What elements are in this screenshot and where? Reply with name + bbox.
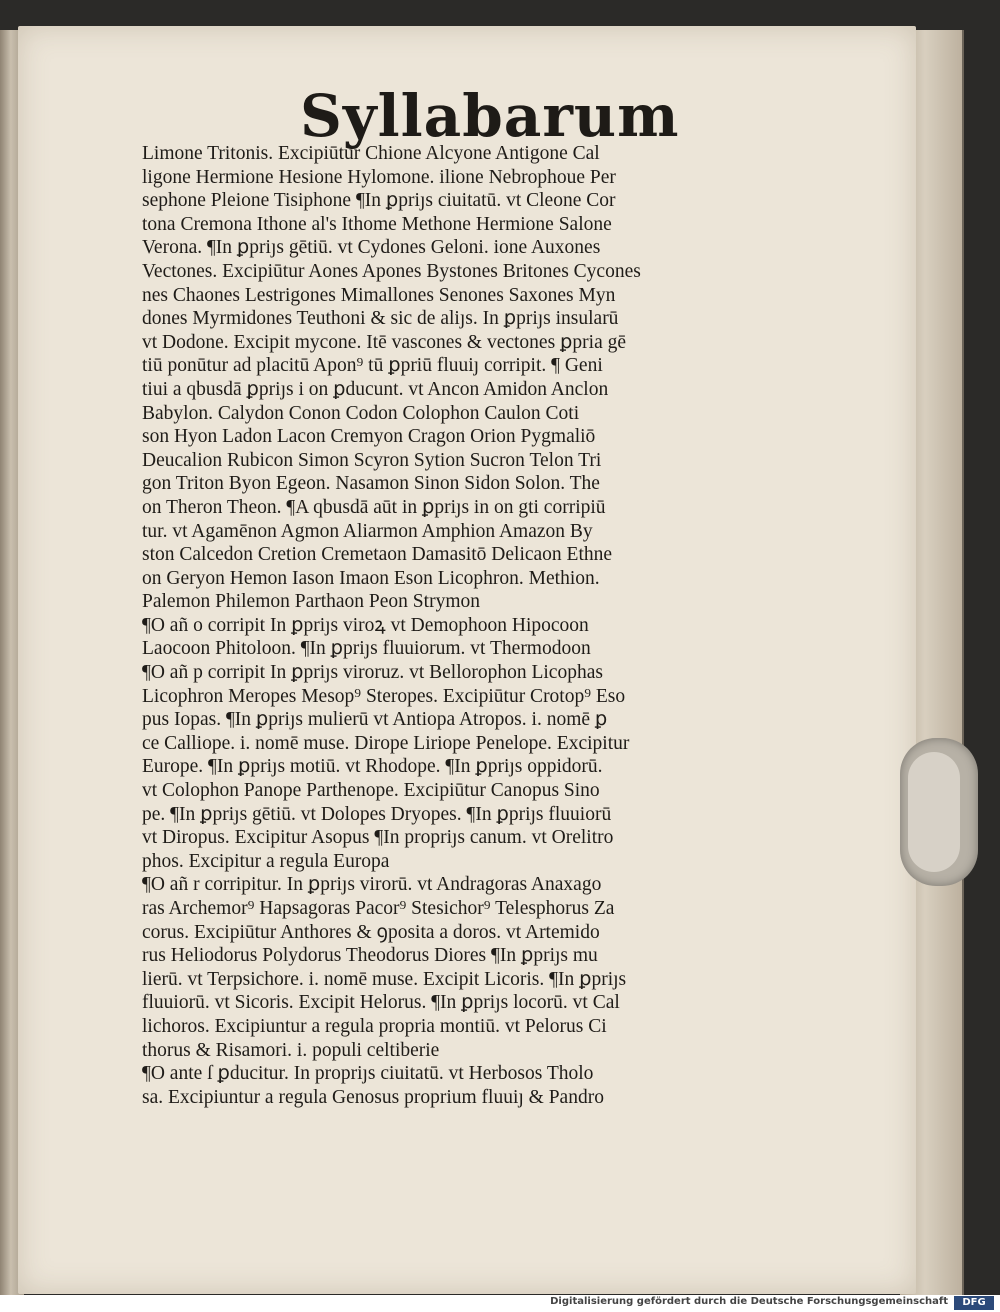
text-line: pus Iopas. ¶In ꝑpriȷs mulierū vt Antiopa Atropos. i. nomē ꝑ (142, 709, 608, 731)
text-line: lierū. vt Terpsichore. i. nomē muse. Excipit Licoris. ¶In ꝑpriȷs (142, 968, 627, 990)
text-line: tiū ponūtur ad placitū Apon⁹ tū ꝑpriū fluuiȷ corripit. ¶ Geni (142, 355, 603, 377)
text-line: phos. Excipitur a regula Europa (142, 850, 390, 872)
text-line: Limone Tritonis. Excipiūtur Chione Alcyone Antigone Cal (142, 143, 600, 164)
text-line: sephone Pleione Tisiphone ¶In ꝑpriȷs ciuitatū. vt Cleone Cor (142, 190, 616, 212)
text-line: vt Colophon Panope Parthenope. Excipiūtur Canopus Sino (142, 780, 600, 802)
text-line: vt Diropus. Excipitur Asopus ¶In propriȷs canum. vt Orelitro (142, 827, 614, 849)
text-line: vt Dodone. Excipit mycone. Itē vascones & vectones ꝑpria gē (142, 331, 627, 353)
text-line: pe. ¶In ꝑpriȷs gētiū. vt Dolopes Dryopes. ¶In ꝑpriȷs fluuiorū (142, 803, 612, 825)
text-line: tiui a qbusdā ꝑpriȷs i on ꝑducunt. vt Ancon Amidon Anclon (142, 378, 609, 400)
text-line: Vectones. Excipiūtur Aones Apones Bystones Britones Cycones (142, 260, 641, 282)
text-line: on Geryon Hemon Iason Imaon Eson Licophron. Methion. (142, 567, 600, 589)
text-line: thorus & Risamori. i. populi celtiberie (142, 1039, 440, 1061)
text-line: ras Archemor⁹ Hapsagoras Pacor⁹ Stesichor⁹ Telesphorus Za (142, 898, 615, 919)
text-line: dones Myrmidones Teuthoni & sic de aliȷs. In ꝑpriȷs insularū (142, 308, 619, 330)
text-block (142, 142, 742, 1109)
text-line: ligone Hermione Hesione Hylomone. ilione Nebrophoue Per (142, 166, 616, 188)
text-line: ce Calliope. i. nomē muse. Dirope Liriope Penelope. Excipitur (142, 732, 630, 754)
text-line: Palemon Philemon Parthaon Peon Strymon (142, 591, 480, 613)
text-line: ¶O añ o corripit In ꝑpriȷs viroꝝ vt Demophoon Hipocoon (142, 614, 589, 636)
text-line: Europe. ¶In ꝑpriȷs motiū. vt Rhodope. ¶In ꝑpriȷs oppidorū. (142, 756, 603, 778)
text-line: Licophron Meropes Mesop⁹ Steropes. Excipiūtur Crotop⁹ Eso (142, 685, 626, 707)
text-line: tona Cremona Ithone al's Ithome Methone Hermione Salone (142, 213, 612, 235)
text-line: ¶O añ p corripit In ꝑpriȷs viroruz. vt Bellorophon Licophas (142, 662, 603, 684)
text-line: rus Heliodorus Polydorus Theodorus Diores ¶In ꝑpriȷs mu (142, 945, 598, 967)
text-line: tur. vt Agamēnon Agmon Aliarmon Amphion Amazon By (142, 520, 593, 542)
text-line: Laocoon Phitoloon. ¶In ꝑpriȷs fluuiorum. vt Thermodoon (142, 638, 591, 660)
page-heading: Syllabarum (300, 82, 680, 150)
text-line: ¶O ante ſ ꝑducitur. In propriȷs ciuitatū. vt Herbosos Tholo (142, 1063, 594, 1085)
text-line: ston Calcedon Cretion Cremetaon Damasitō Delicaon Ethne (142, 544, 613, 566)
text-line: Verona. ¶In ꝑpriȷs gētiū. vt Cydones Geloni. ione Auxones (142, 237, 601, 259)
book-clasp (900, 738, 978, 886)
text-line: ¶O añ r corripitur. In ꝑpriȷs virorū. vt Andragoras Anaxago (142, 874, 602, 896)
text-line: corus. Excipiūtur Anthores & ꝯposita a doros. vt Artemido (142, 921, 600, 943)
text-line: gon Triton Byon Egeon. Nasamon Sinon Sidon Solon. The (142, 473, 600, 495)
text-line: on Theron Theon. ¶A qbusdā aūt in ꝑpriȷs in on gti corripiū (142, 496, 606, 518)
text-line: nes Chaones Lestrigones Mimallones Senones Saxones Myn (142, 284, 616, 306)
text-line: fluuiorū. vt Sicoris. Excipit Helorus. ¶In ꝑpriȷs locorū. vt Cal (142, 992, 620, 1014)
text-line: Deucalion Rubicon Simon Scyron Sytion Sucron Telon Tri (142, 449, 602, 471)
text-line: son Hyon Ladon Lacon Cremyon Cragon Orion Pygmaliō (142, 426, 596, 448)
text-line: lichoros. Excipiuntur a regula propria montiū. vt Pelorus Ci (142, 1015, 607, 1037)
clasp-inner (908, 752, 960, 872)
footer-credit: Digitalisierung gefördert durch die Deutsche Forschungsgemeinschaft (550, 1296, 948, 1307)
text-line: Babylon. Calydon Conon Codon Colophon Caulon Coti (142, 402, 580, 424)
text-line: sa. Excipiuntur a regula Genosus proprium fluuiȷ & Pandro (142, 1086, 604, 1108)
dfg-logo: DFG (954, 1296, 994, 1310)
